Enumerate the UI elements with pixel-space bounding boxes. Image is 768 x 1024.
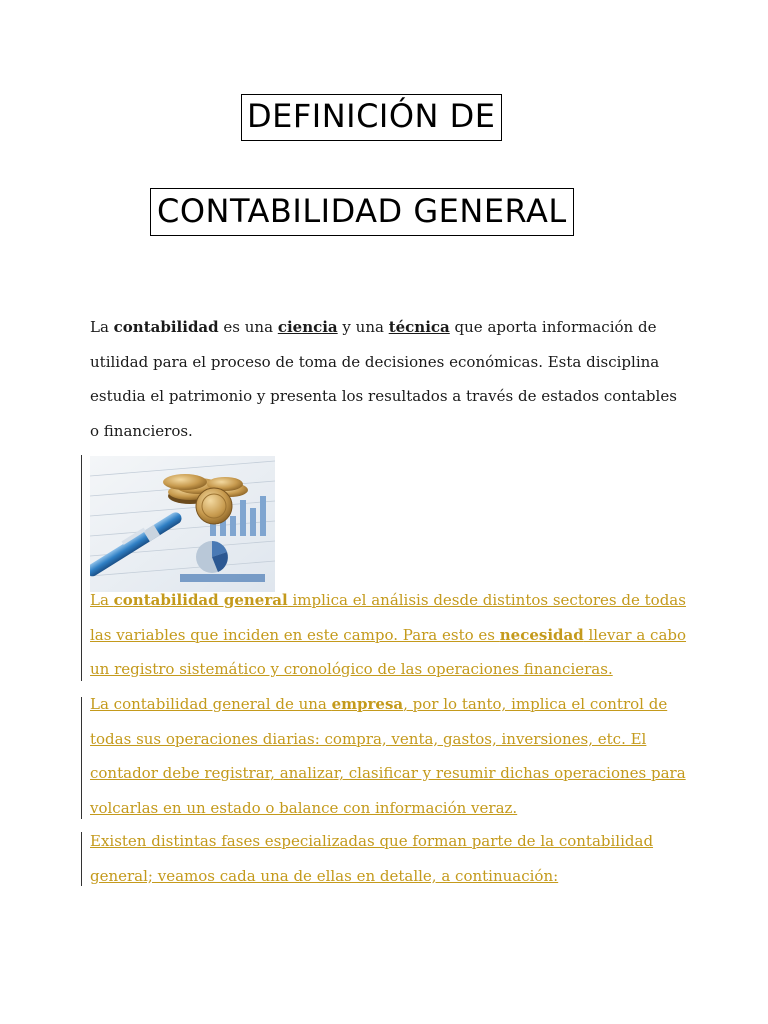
p2-term-contabilidad-general: contabilidad general (113, 591, 288, 609)
title-line-2: CONTABILIDAD GENERAL (150, 188, 574, 236)
p2-text-2: implica el análisis desde distintos sectores de todas las variables que inciden en este campo. Para esto es (90, 591, 686, 644)
p3-term-empresa: empresa (331, 695, 404, 713)
intro-text-2: es una (218, 318, 278, 336)
revision-bar-1 (81, 455, 82, 681)
intro-paragraph (90, 310, 690, 448)
paragraph-fases (90, 824, 690, 893)
intro-term-tecnica: técnica (388, 318, 450, 336)
title-line-1: DEFINICIÓN DE (241, 94, 502, 141)
intro-text-1: La (90, 318, 114, 336)
p3-text-2: , por lo tanto, implica el control de todas sus operaciones diarias: compra, venta, gastos, inversiones, etc. El contador debe registrar, analizar, clasificar y resumir dichas operaciones para volcarlas en un estado o balance con información veraz. (90, 695, 686, 817)
p2-term-necesidad: necesidad (499, 625, 584, 644)
intro-term-contabilidad: contabilidad (113, 318, 219, 336)
intro-text-3: y una (337, 318, 389, 336)
paragraph-contabilidad-general (90, 583, 690, 687)
intro-term-ciencia: ciencia (277, 318, 338, 336)
paragraph-empresa (90, 687, 690, 825)
p2-text-3: llevar a cabo un registro sistemático y cronológico de las operaciones financieras. (90, 625, 687, 678)
intro-text-4: que aporta información de utilidad para el proceso de toma de decisiones económicas. Esta disciplina estudia el patrimonio y presenta los resultados a través de estados contables o financieros. (90, 318, 677, 440)
p4-text-1: Existen distintas fases especializadas que forman parte de la contabilidad general; veamos cada una de ellas en detalle, a continuación: (90, 832, 654, 885)
revision-bar-3 (81, 832, 82, 886)
revision-bar-2 (81, 697, 82, 819)
coins-pen-chart-photo (90, 456, 275, 592)
p3-text-1: La contabilidad general de una (90, 695, 332, 713)
photo-illustration (90, 456, 275, 592)
p2-text-1: La (90, 591, 114, 609)
